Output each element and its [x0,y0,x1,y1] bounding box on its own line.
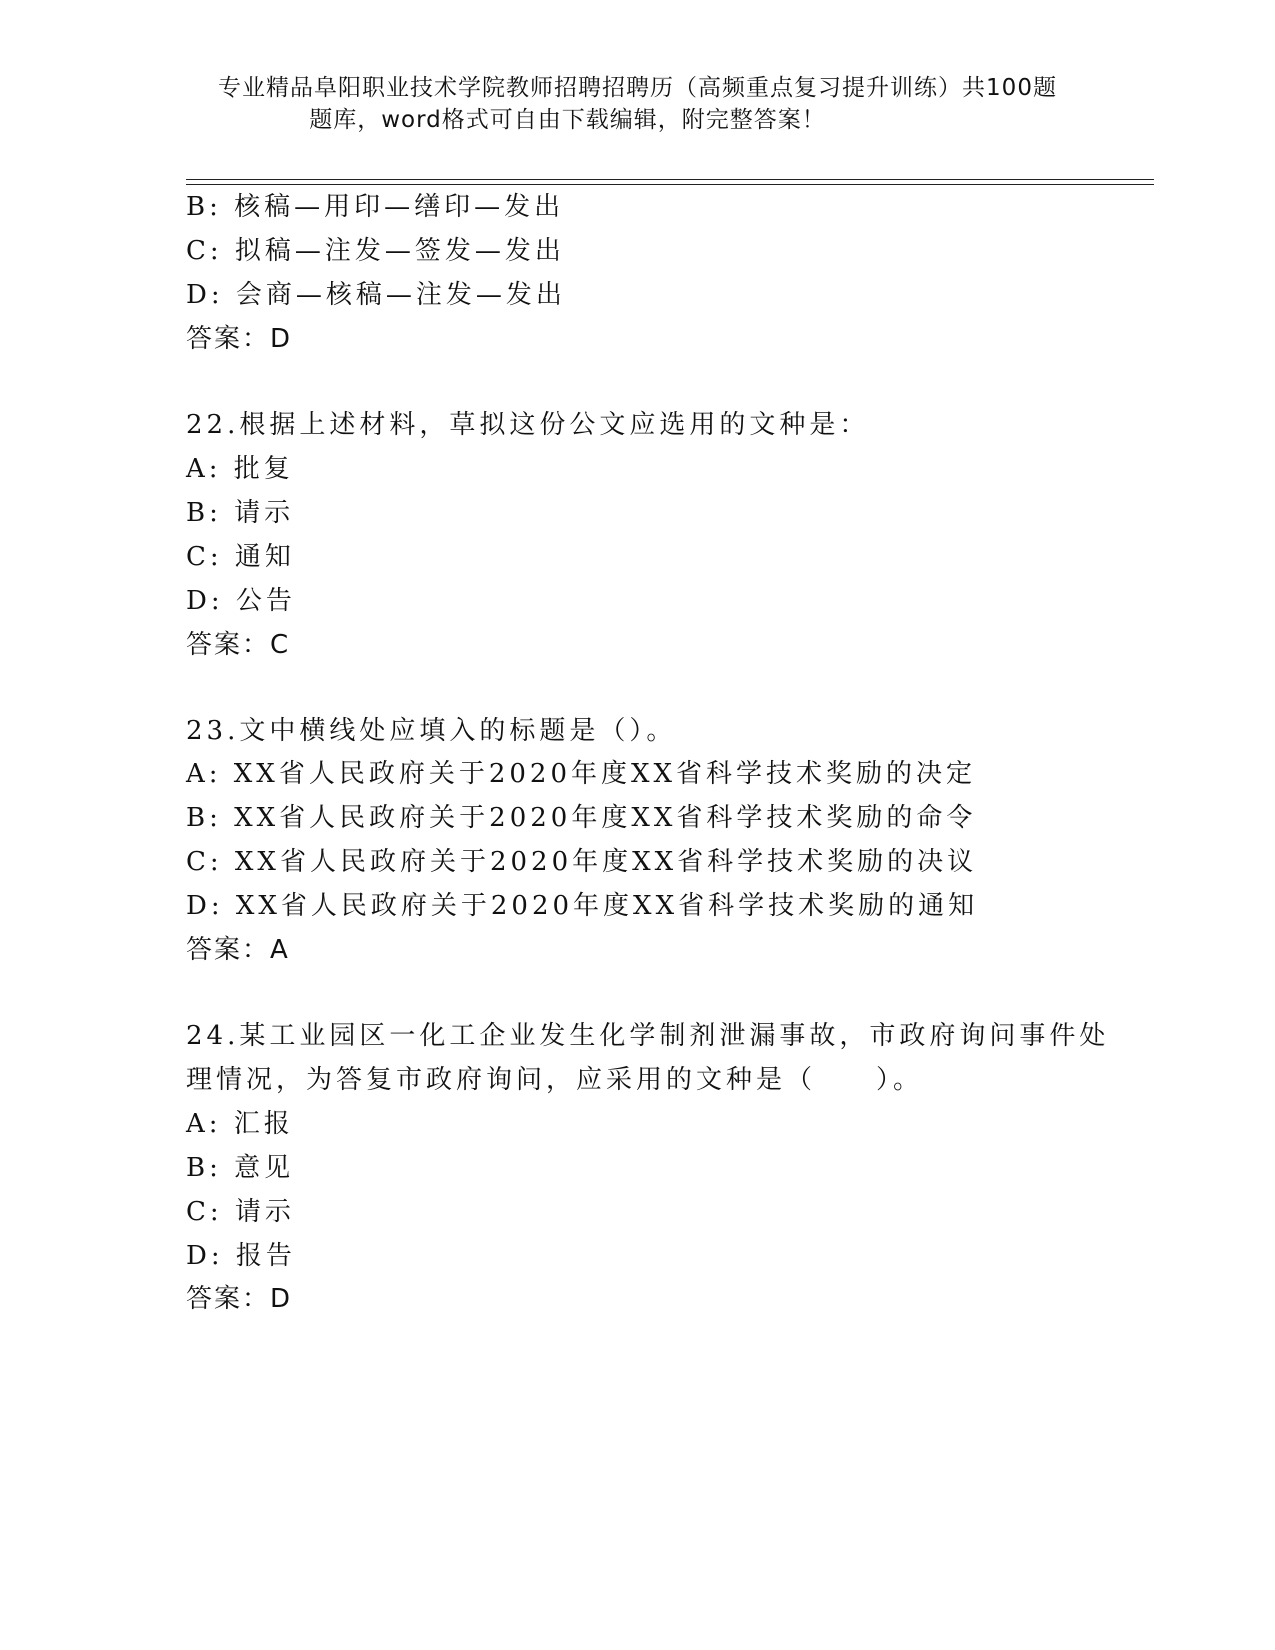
q24-option-a: A: 汇报 [186,1109,294,1139]
q21-option-d: D: 会商—核稿—注发—发出 [186,280,566,310]
q22-answer: 答案：C [186,630,291,660]
header-title-line1: 专业精品阜阳职业技术学院教师招聘招聘历（高频重点复习提升训练）共100题 [218,75,1057,101]
document-header [0,72,1275,136]
q21-answer: 答案：D [186,324,293,354]
q23-option-b: B: XX省人民政府关于2020年度XX省科学技术奖励的命令 [186,803,977,833]
header-title-line2: 题库，word格式可自由下载编辑，附完整答案！ [309,107,826,133]
q22-option-b: B: 请示 [186,498,295,528]
q22-option-c: C: 通知 [186,542,295,572]
q24-answer: 答案：D [186,1284,293,1314]
q24-question-line1: 24.某工业园区一化工企业发生化学制剂泄漏事故，市政府询问事件处 [186,1021,1110,1051]
q22-option-a: A: 批复 [186,454,294,484]
header-rule-top [186,179,1154,180]
q23-option-a: A: XX省人民政府关于2020年度XX省科学技术奖励的决定 [186,759,977,789]
q24-question-line2: 理情况，为答复市政府询问，应采用的文种是（ ）。 [186,1065,924,1095]
q22-question: 22.根据上述材料，草拟这份公文应选用的文种是： [186,410,870,440]
q24-option-b: B: 意见 [186,1153,295,1183]
q23-option-c: C: XX省人民政府关于2020年度XX省科学技术奖励的决议 [186,847,978,877]
q24-option-c: C: 请示 [186,1197,295,1227]
q23-answer: 答案：A [186,935,290,965]
q23-question: 23.文中横线处应填入的标题是（）。 [186,716,677,746]
header-rule-bottom [186,184,1154,185]
q21-option-c: C: 拟稿—注发—签发—发出 [186,236,565,266]
q21-option-b: B: 核稿—用印—缮印—发出 [186,192,565,222]
q23-option-d: D: XX省人民政府关于2020年度XX省科学技术奖励的通知 [186,891,979,921]
q24-option-d: D: 报告 [186,1241,296,1271]
q22-option-d: D: 公告 [186,586,296,616]
